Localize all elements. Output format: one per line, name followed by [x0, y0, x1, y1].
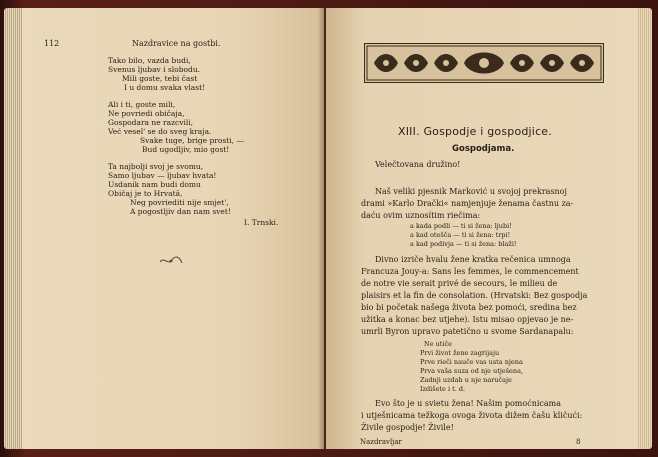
chapter-title: XIII. Gospodje i gospodjice. [398, 125, 552, 138]
text-line: bio bi početak našega života bez pomoći, sredina bez [361, 303, 577, 312]
poem-line: Tako bilo, vazda budi, [108, 56, 191, 65]
quote-line: a kad otešča — ti si žena: trpi! [410, 231, 511, 239]
poem-line: Običaj je to Hrvatâ, [108, 189, 183, 198]
text-line: Divno izriče hvalu žene kratka rečenica umnoga [375, 255, 571, 264]
page-edges-left [4, 8, 24, 449]
vignette-ornament-icon [158, 254, 184, 268]
text-line: de notre vie serait privé de secours, le milieu de [361, 279, 558, 288]
text-line: Živile gospodje! Živile! [361, 423, 454, 432]
left-running-head: Nazdravice na gostbi. [132, 39, 221, 48]
text-line: daću ovim uznosítim riečima: [361, 211, 481, 220]
text-line: drami »Karlo Drački« namjenjuje ženama častnu za- [361, 199, 574, 208]
quote-line: Prva vaša suza od nje utješena, [420, 367, 524, 375]
header-ornament-icon [364, 43, 604, 83]
text-line: i utješnicama težkoga ovoga života dižem čašu kličući: [361, 411, 583, 420]
text-line: užitka a konac bez utjehe). Istu misao opjevao je ne- [361, 315, 574, 324]
poem-line: A pogostljiv dan nam svet! [130, 207, 231, 216]
poem-line: Usdanik nam budi domu [108, 180, 201, 189]
poem-line: Svake tuge, brige prosti, — [140, 136, 244, 145]
quote-line: Prvi život žene zagrijaju [420, 349, 500, 357]
poem-signature: I. Trnski. [244, 218, 279, 227]
poem-line: Neg povriediti nije smjet', [130, 198, 229, 207]
poem-line: Svenus ljubav i slobodu. [108, 65, 201, 74]
poem-line: Mili goste, tebi čast [122, 74, 198, 83]
quote-line: a kada podli — ti si žena: ljubi! [410, 222, 512, 230]
text-line: Naš veliki pjesnik Marković u svojoj prekrasnoj [375, 187, 567, 196]
text-line: plaisirs et la fin de consolation. (Hrvatski: Bez gospodja [361, 291, 588, 300]
poem-line: Ta najbolji svoj je svomu, [108, 162, 204, 171]
poem-line: Već vesel' se do sveg kraja. [108, 127, 212, 136]
footer-sheet-number: 8 [576, 438, 581, 446]
poem-line: Ali i ti, goste mili, [108, 100, 176, 109]
quote-line: Prve rieči nauče vas usta njena [420, 358, 523, 366]
text-line: umrli Byron upravo patetično u svome Sardanapalu: [361, 327, 574, 336]
quote-line: Ne utiče [424, 340, 452, 348]
chapter-subheading: Gospodjama. [452, 144, 515, 154]
poem-line: Ne povriedi običaja, [108, 109, 185, 118]
page-edges-right [636, 8, 652, 449]
salutation: Velečtovana družino! [375, 160, 461, 169]
poem-line: Gospodara ne razcvili, [108, 118, 194, 127]
quote-line: Zadnji uzdah u nje naručaje [420, 376, 512, 384]
poem-line: Bud ugodljiv, mio gost! [142, 145, 230, 154]
quote-line: Izdišete i t. d. [420, 385, 466, 393]
poem-line: Samo ljubav — ljubav hvata! [108, 171, 217, 180]
poem-line: I u domu svaka vlast! [124, 83, 206, 92]
text-line: Francuza Jouy-a: Sans les femmes, le commencement [361, 267, 579, 276]
footer-signature: Nazdravljar [360, 438, 402, 446]
left-page-number: 112 [44, 39, 60, 48]
text-line: Evo što je u svietu žena! Našim pomoćnicama [375, 399, 562, 408]
quote-line: a kad podivja — ti si žena: blaži! [410, 240, 517, 248]
